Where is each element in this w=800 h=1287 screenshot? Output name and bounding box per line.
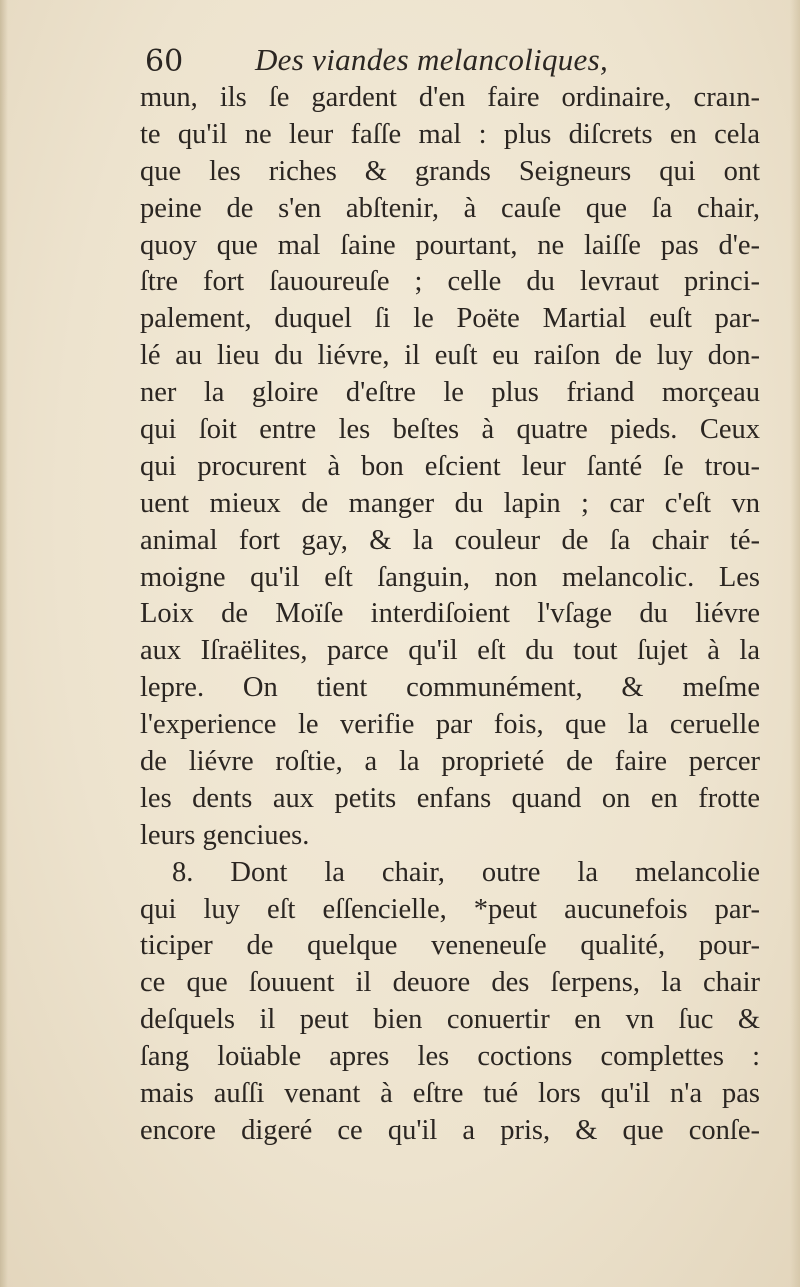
text-line: Loix de Moïſe interdiſoient l'vſage du liévre <box>140 598 760 630</box>
text-line: peine de s'en abſtenir, à cauſe que ſa chair, <box>140 192 760 224</box>
text-line: 8. Dont la chair, outre la melancolie <box>172 856 760 888</box>
text-line: ner la gloire d'eſtre le plus friand morçeau <box>140 377 760 409</box>
text-line: les dents aux petits enfans quand on en frotte <box>140 782 760 814</box>
text-line: mais auſſi venant à eſtre tué lors qu'il n'a pas <box>140 1078 760 1110</box>
text-line: l'experience le verifie par fois, que la ceruelle <box>140 709 760 741</box>
page-edge-right <box>790 0 800 1287</box>
text-line: aux Iſraëlites, parce qu'il eſt du tout ſujet à la <box>140 635 760 667</box>
text-line: quoy que mal ſaine pourtant, ne laiſſe pas d'e- <box>140 229 760 261</box>
running-title: Des viandes melancoliques, <box>255 42 609 77</box>
text-line: mun, ils ſe gardent d'en faire ordinaire, craın- <box>140 82 760 113</box>
text-line: qui procurent à bon eſcient leur ſanté ſe trou- <box>140 450 760 482</box>
text-line: de liévre roſtie, a la proprieté de faire percer <box>140 746 760 778</box>
text-line: qui ſoit entre les beſtes à quatre pieds. Ceux <box>140 414 760 446</box>
text-line: palement, duquel ſi le Poëte Martial euſt par- <box>140 303 760 335</box>
body-text <box>140 80 760 1150</box>
text-line: ticiper de quelque veneneuſe qualité, pour- <box>140 930 760 962</box>
text-line: ſtre fort ſauoureuſe ; celle du levraut princi- <box>140 266 760 298</box>
text-line: qui luy eſt eſſencielle, *peut aucunefois par- <box>140 893 760 925</box>
text-line: encore digeré ce qu'il a pris, & que conſe- <box>140 1114 760 1146</box>
text-line: deſquels il peut bien conuertir en vn ſuc & <box>140 1004 760 1036</box>
text-line: animal fort gay, & la couleur de ſa chair té- <box>140 524 760 556</box>
text-line: leurs genciues. <box>140 819 310 851</box>
page-number: 60 <box>145 44 184 79</box>
text-line: te qu'il ne leur faſſe mal : plus diſcrets en cela <box>140 118 760 150</box>
text-line: lé au lieu du liévre, il euſt eu raiſon de luy don- <box>140 340 760 372</box>
text-line: ſang loüable apres les coctions complettes : <box>140 1041 760 1073</box>
text-line: lepre. On tient communément, & meſme <box>140 672 760 704</box>
text-line: uent mieux de manger du lapin ; car c'eſt vn <box>140 487 760 519</box>
page-edge-left <box>0 0 8 1287</box>
text-line: que les riches & grands Seigneurs qui ont <box>140 155 760 187</box>
text-line: moigne qu'il eſt ſanguin, non melancolic. Les <box>140 561 760 593</box>
text-line: ce que ſouuent il deuore des ſerpens, la chair <box>140 967 760 999</box>
